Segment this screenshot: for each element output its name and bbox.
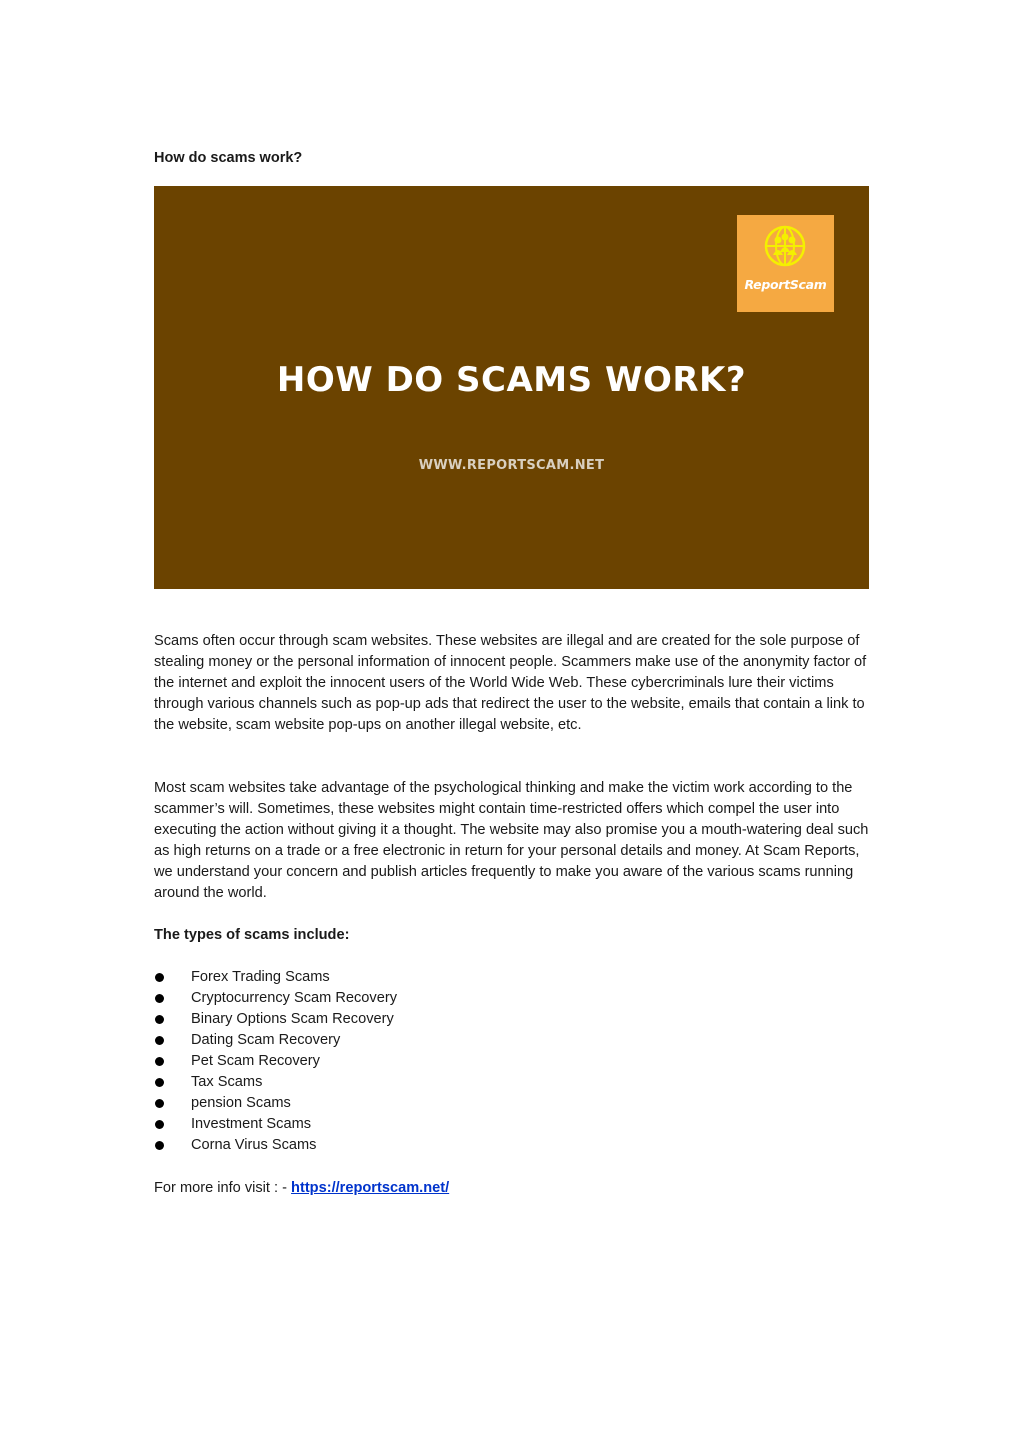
list-item: [154, 1009, 397, 1030]
bullet-icon: [155, 1141, 164, 1150]
reportscam-link[interactable]: https://reportscam.net/: [291, 1180, 450, 1196]
globe-people-icon: [764, 225, 806, 267]
reportscam-logo: [737, 215, 834, 312]
list-item: [154, 1051, 397, 1072]
bullet-icon: [155, 1015, 164, 1024]
list-item-label: Corna Virus Scams: [191, 1137, 317, 1153]
intro-paragraph: Scams often occur through scam websites. These websites are illegal and are created for the sole purpose of stealing money or the personal information of innocent people. Scammers make use of the anonymity factor of the internet and exploit the innocent users of the World Wide Web. These cybercriminals lure their victims through various channels such as pop-up ads that redirect the user to the website, emails that contain a link to the website, scam website pop-ups on another illegal website, etc.: [154, 633, 867, 733]
bullet-icon: [155, 994, 164, 1003]
bullet-icon: [155, 1120, 164, 1129]
psychology-paragraph: Most scam websites take advantage of the psychological thinking and make the victim work according to the scammer’s will. Sometimes, these websites might contain time-restricted offers which compel the user into executing the action without giving it a thought. The website may also promise you a mouth-watering deal such as high returns on a trade or a free electronic in return for your personal details and money. At Scam Reports, we understand your concern and publish articles frequently to make you aware of the various scams running around the world.: [154, 780, 869, 901]
list-item-label: pension Scams: [191, 1095, 291, 1111]
list-item-label: Investment Scams: [191, 1116, 312, 1132]
bullet-icon: [155, 973, 164, 982]
list-item-label: Pet Scam Recovery: [191, 1053, 320, 1069]
bullet-icon: [155, 1099, 164, 1108]
banner-image: [154, 186, 869, 589]
types-heading: The types of scams include:: [154, 927, 350, 943]
list-item: [154, 1093, 397, 1114]
scam-types-list: [154, 967, 397, 1156]
list-item: [154, 967, 397, 988]
list-item-label: Cryptocurrency Scam Recovery: [191, 990, 397, 1006]
bullet-icon: [155, 1036, 164, 1045]
list-item: [154, 1114, 397, 1135]
document-title: How do scams work?: [154, 150, 303, 166]
logo-text: ReportScam: [744, 277, 827, 292]
banner-heading: HOW DO SCAMS WORK?: [276, 360, 747, 400]
bullet-icon: [155, 1078, 164, 1087]
list-item: [154, 1072, 397, 1093]
list-item: [154, 988, 397, 1009]
banner-url: WWW.REPORTSCAM.NET: [418, 458, 605, 473]
list-item: [154, 1030, 397, 1051]
more-info-line: [154, 1178, 449, 1199]
list-item: [154, 1135, 397, 1156]
list-item-label: Tax Scams: [191, 1074, 263, 1090]
more-info-prefix: For more info visit : -: [154, 1180, 292, 1196]
list-item-label: Forex Trading Scams: [191, 969, 330, 985]
bullet-icon: [155, 1057, 164, 1066]
list-item-label: Dating Scam Recovery: [191, 1032, 341, 1048]
list-item-label: Binary Options Scam Recovery: [191, 1011, 394, 1027]
